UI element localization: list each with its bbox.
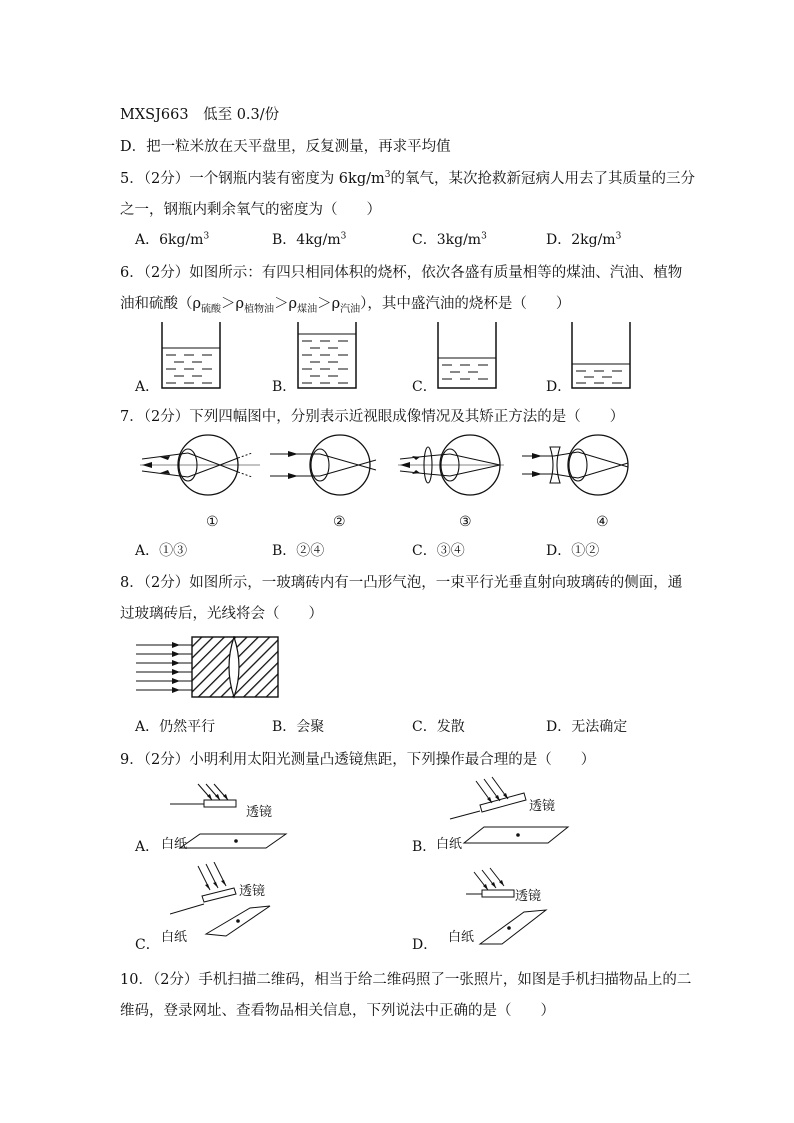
q5-option-d-text: D．2kg/m [546, 232, 616, 248]
q4-option-d: D．把一粒米放在天平盘里，反复测量，再求平均值 [120, 139, 451, 155]
q9-stem: 9．（2分）小明利用太阳光测量凸透镜焦距，下列操作最合理的是（ ） [120, 752, 596, 768]
q6-stem-line2 [120, 292, 570, 315]
page-header: MXSJ663 低至 0.3/份 [120, 107, 280, 123]
q7-option-d: D．①② [546, 543, 600, 559]
q5-option-a-text: A．6kg/m [135, 232, 204, 248]
q8-stem-line1: 8．（2分）如图所示，一玻璃砖内有一凸形气泡，一束平行光垂直射向玻璃砖的侧面，通 [120, 575, 683, 591]
q5-stem-post: 的氧气，某次抢救新冠病人用去了其质量的三分 [390, 171, 695, 187]
glass-brick-figure [134, 636, 284, 700]
q8-stem-line2: 过玻璃砖后，光线将会（ ） [120, 606, 323, 622]
q6-gt2: ＞ρ [274, 296, 298, 312]
q6-gt1: ＞ρ [221, 296, 245, 312]
q7-option-a: A．①③ [135, 543, 188, 559]
q5-option-a-sup: 3 [203, 231, 210, 242]
beaker-b-figure [296, 322, 358, 390]
q10-stem-line2: 维码，登录网址、查看物品相关信息，下列说法中正确的是（ ） [120, 1003, 555, 1019]
beaker-a-figure [160, 322, 222, 390]
q8-option-c: C．发散 [412, 719, 465, 735]
q6-sub-sulfuric: 硫酸 [201, 303, 222, 315]
eye-label-4: ④ [596, 514, 609, 530]
q9-option-b: B． [412, 839, 437, 855]
q9-option-d: D． [412, 937, 438, 953]
q5-option-b [272, 229, 346, 249]
q5-option-d [546, 229, 621, 249]
q6-sub-kerosene: 煤油 [297, 303, 318, 315]
q6-gt3: ＞ρ [317, 296, 341, 312]
q9-figure-d [466, 866, 556, 951]
q5-stem-pre: 5．（2分）一个钢瓶内装有密度为 6kg/m [120, 171, 385, 187]
q7-option-c: C．③④ [412, 543, 465, 559]
eye-diagram-4 [518, 430, 640, 500]
q6-sub-gasoline: 汽油 [340, 303, 361, 315]
q5-stem-line1 [120, 167, 695, 188]
q7-stem: 7．（2分）下列四幅图中，分别表示近视眼成像情况及其矫正方法的是（ ） [120, 409, 625, 425]
q5-option-b-sup: 3 [340, 231, 347, 242]
q9-d-lens-label: 透镜 [515, 889, 542, 904]
eye-diagram-3 [398, 430, 518, 500]
q5-option-a [135, 229, 209, 249]
q6-option-a: A． [135, 379, 160, 395]
q8-option-a: A．仍然平行 [135, 719, 216, 735]
q9-a-paper-label: 白纸 [161, 837, 188, 852]
q6-option-c: C． [412, 379, 437, 395]
beaker-c-figure [436, 322, 498, 390]
q9-c-lens-label: 透镜 [239, 884, 266, 899]
q9-b-lens-label: 透镜 [529, 799, 556, 814]
q6-option-d: D． [546, 379, 572, 395]
q9-c-paper-label: 白纸 [161, 930, 188, 945]
q9-figure-c [170, 862, 290, 952]
q9-option-c: C． [135, 937, 160, 953]
eye-label-3: ③ [459, 514, 472, 530]
q5-option-d-sup: 3 [615, 231, 622, 242]
q9-option-a: A． [135, 839, 160, 855]
q6-sub-vegoil: 植物油 [244, 303, 275, 315]
q5-option-c [412, 229, 487, 249]
q6-stem-line1: 6．（2分）如图所示：有四只相同体积的烧杯，依次各盛有质量相等的煤油、汽油、植物 [120, 265, 683, 281]
q5-stem-sup: 3 [384, 170, 391, 181]
q6-option-b: B． [272, 379, 297, 395]
beaker-d-figure [570, 322, 632, 390]
q5-stem-line2: 之一，钢瓶内剩余氧气的密度为（ ） [120, 202, 381, 218]
q9-b-paper-label: 白纸 [436, 837, 463, 852]
eye-diagram-1 [140, 430, 260, 500]
q9-a-lens-label: 透镜 [246, 805, 273, 820]
eye-label-1: ① [206, 514, 219, 530]
q5-option-c-text: C．3kg/m [412, 232, 482, 248]
q6-text-a: 油和硫酸（ρ [120, 296, 202, 312]
eye-label-2: ② [333, 514, 346, 530]
q7-option-b: B．②④ [272, 543, 325, 559]
q10-stem-line1: 10．（2分）手机扫描二维码，相当于给二维码照了一张照片，如图是手机扫描物品上的二 [120, 972, 692, 988]
q5-option-b-text: B．4kg/m [272, 232, 341, 248]
q9-d-paper-label: 白纸 [448, 930, 475, 945]
q8-option-b: B．会聚 [272, 719, 325, 735]
q5-option-c-sup: 3 [481, 231, 487, 242]
q8-option-d: D．无法确定 [546, 719, 628, 735]
q6-text-end: ），其中盛汽油的烧杯是（ ） [360, 296, 571, 312]
eye-diagram-2 [268, 430, 388, 500]
